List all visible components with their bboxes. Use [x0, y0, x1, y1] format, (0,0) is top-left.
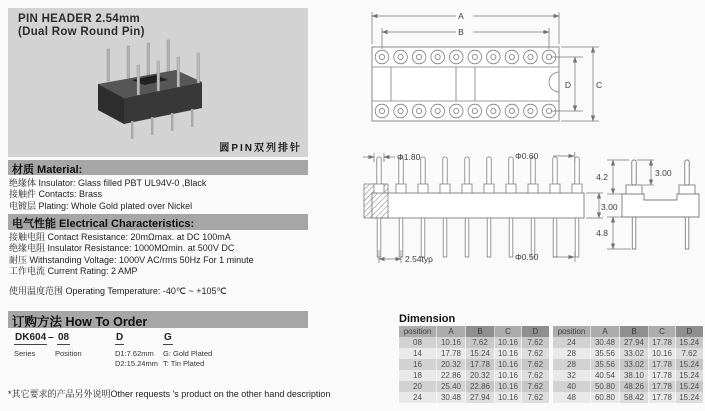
dimension-cell: 10.16: [495, 370, 522, 381]
electrical-lines: [9, 232, 339, 278]
dimension-col-header: A: [437, 326, 466, 337]
dimension-row: [399, 381, 549, 392]
order-section-header: 订购方法 How To Order: [8, 311, 308, 328]
bottom-pin: [421, 218, 425, 257]
pin-hole-inner: [379, 54, 384, 59]
dimension-cell: 7.62: [522, 337, 549, 348]
pin-collar: [528, 184, 538, 193]
dimension-cell: 22.86: [437, 370, 466, 381]
dimension-cell: 15.24: [676, 381, 703, 392]
dim-d-label: D: [564, 80, 571, 90]
dimension-cell: 33.02: [620, 348, 649, 359]
pitch-label: 2.54typ: [405, 254, 433, 264]
electrical-line: 绝缘电阻 Insulator Resistance: 1000MΩmin. at 500V DC: [9, 243, 235, 254]
dimension-cell: 15.24: [466, 348, 495, 359]
order-d-options: [115, 349, 158, 368]
side-view-drawing: [363, 151, 618, 264]
bottom-pin: [553, 218, 557, 257]
order-g-options: [163, 349, 212, 368]
material-line: 绝缘体 Insulator: Glass filled PBT UL94V-0 ,Black: [9, 178, 207, 188]
dimension-cell: 15.24: [676, 370, 703, 381]
bottom-pin: [509, 218, 513, 257]
dim-b: [382, 27, 549, 49]
top-pin: [531, 157, 535, 185]
order-series-code: DK604: [15, 332, 47, 343]
dimension-cell: 24: [399, 392, 437, 403]
top-pin: [487, 157, 491, 185]
dim-a-label: A: [458, 11, 464, 21]
dimension-cell: 17.78: [649, 392, 676, 403]
dimension-row: [553, 348, 703, 359]
top-pin: [421, 157, 425, 185]
dimension-cell: 17.78: [649, 370, 676, 381]
pin-collar: [506, 184, 516, 193]
dimension-row: [553, 359, 703, 370]
dimension-cell: 10.16: [495, 348, 522, 359]
electrical-section-header: 电气性能 Electrical Characteristics:: [8, 214, 308, 230]
order-g-option: T: Tin Plated: [163, 358, 205, 368]
dimension-col-header: D: [676, 326, 703, 337]
dimension-cell: 28: [553, 359, 591, 370]
order-d-option: D2:15.24mm: [115, 358, 158, 368]
pin-hole-inner: [398, 108, 403, 113]
pin-hole-inner: [454, 108, 459, 113]
dimension-cell: 38.10: [620, 370, 649, 381]
dimension-cell: 35.56: [591, 359, 620, 370]
pin-collar: [484, 184, 494, 193]
pin-hole-inner: [546, 108, 551, 113]
dimension-cell: 7.62: [522, 370, 549, 381]
dim-top-pin-dia: [515, 151, 575, 162]
material-line: 接触件 Contacts: Brass: [9, 189, 103, 200]
order-d-code: D: [116, 332, 124, 343]
dimension-cell: 10.16: [495, 381, 522, 392]
bottom-pin: [465, 218, 469, 257]
pin-hole-inner: [472, 54, 477, 59]
dimension-cell: 25.40: [437, 381, 466, 392]
collar-dia-label: Φ1.80: [397, 152, 421, 162]
dimension-col-header: B: [620, 326, 649, 337]
collar-height-label: 3.00: [655, 168, 672, 178]
dim-b-label: B: [458, 27, 464, 37]
dimension-col-header: position: [399, 326, 437, 337]
dimension-cell: 7.62: [522, 359, 549, 370]
pin-collar: [550, 184, 560, 193]
dim-bottom-pin-dia: [515, 252, 575, 262]
product-photo: [80, 36, 225, 156]
dimension-cell: 40: [553, 381, 591, 392]
socket-body: [98, 70, 202, 124]
order-series-label: Series: [14, 349, 36, 358]
dimension-cell: 27.94: [466, 392, 495, 403]
dimension-row: [399, 392, 549, 403]
pin-hole-inner: [528, 54, 533, 59]
dimension-col-header: D: [522, 326, 549, 337]
pin-hole-inner: [546, 54, 551, 59]
dimension-cell: 17.78: [649, 359, 676, 370]
top-pin: [553, 157, 557, 185]
dimension-cell: 17.78: [649, 381, 676, 392]
dim-c-label: C: [596, 80, 603, 90]
product-photo-panel: [8, 8, 308, 157]
dim-bottom-pin-length: [596, 217, 631, 249]
pin-hole-inner: [379, 108, 384, 113]
dimension-cell: 08: [399, 337, 437, 348]
pin-collar: [572, 184, 582, 193]
dimension-cell: 27.94: [620, 337, 649, 348]
order-g-option: G: Gold Plated: [163, 349, 213, 358]
dimension-header-row: [399, 326, 549, 337]
dim-collar-height: [637, 160, 672, 185]
operating-temperature: 使用温度范围 Operating Temperature: -40℃ ~ +105℃: [9, 286, 227, 296]
bottom-pin-length-label: 4.8: [596, 228, 608, 238]
bottom-pin-dia-label: Φ0.50: [515, 252, 539, 262]
pin-hole-inner: [398, 54, 403, 59]
material-lines: [9, 178, 339, 212]
pin-hole-inner: [528, 108, 533, 113]
dimension-cell: 48.26: [620, 381, 649, 392]
top-pin: [443, 157, 447, 185]
pin-collar: [374, 184, 384, 193]
dimension-col-header: A: [591, 326, 620, 337]
electrical-line: 接触电阻 Contact Resistance: 20mΩmax. at DC 100mA: [9, 232, 231, 242]
pin-hole-inner: [417, 54, 422, 59]
dimension-row: [399, 337, 549, 348]
pin-collar: [418, 184, 428, 193]
top-pin-length-label: 4.2: [596, 172, 608, 182]
dim-collar-dia: [363, 152, 421, 162]
pin-collar: [462, 184, 472, 193]
dimension-row: [399, 359, 549, 370]
dimension-cell: 60.80: [591, 392, 620, 403]
bottom-pin: [487, 218, 491, 257]
top-pin: [377, 157, 381, 185]
body-height-label: 3.00: [601, 202, 618, 212]
dimension-cell: 50.80: [591, 381, 620, 392]
top-view-drawing: [372, 11, 602, 121]
dimension-cell: 7.62: [676, 348, 703, 359]
dimension-cell: 10.16: [495, 392, 522, 403]
dimension-cell: 20: [399, 381, 437, 392]
dimension-cell: 7.62: [522, 381, 549, 392]
dimension-cell: 40.54: [591, 370, 620, 381]
dimension-cell: 15.24: [676, 392, 703, 403]
dimension-cell: 30.48: [437, 392, 466, 403]
dimension-cell: 15.24: [676, 337, 703, 348]
material-section-header: 材质 Material:: [8, 160, 308, 175]
order-g-code: G: [164, 332, 172, 343]
electrical-line: 工作电流 Current Rating: 2 AMP: [9, 266, 138, 277]
dimension-cell: 14: [399, 348, 437, 359]
top-pin: [575, 157, 579, 185]
title-line2: (Dual Row Round Pin): [18, 26, 145, 38]
dimension-col-header: position: [553, 326, 591, 337]
footnote: *其它要求的产品另外说明Other requests 's product on the other hand description: [8, 389, 331, 399]
dimension-cell: 17.78: [466, 359, 495, 370]
dimension-cell: 15.24: [676, 359, 703, 370]
dimension-table-left: [398, 326, 549, 403]
dimension-cell: 58.42: [620, 392, 649, 403]
dimension-cell: 20.32: [437, 359, 466, 370]
pin-hole-inner: [491, 54, 496, 59]
pin-collar: [396, 184, 406, 193]
top-pin: [465, 157, 469, 185]
dimension-row: [553, 370, 703, 381]
dimension-cell: 24: [553, 337, 591, 348]
dim-a: [372, 11, 559, 44]
photo-caption: 圆PIN双列排针: [219, 143, 302, 154]
bottom-pin: [443, 218, 447, 257]
order-d-option: D1:7.62mm: [115, 349, 154, 358]
dimension-row: [553, 381, 703, 392]
dimension-cell: 35.56: [591, 348, 620, 359]
pin-hole-inner: [435, 108, 440, 113]
dimension-cell: 7.62: [522, 392, 549, 403]
order-separator: –: [48, 332, 54, 343]
dimension-cell: 17.78: [437, 348, 466, 359]
pin-hole-inner: [509, 108, 514, 113]
dimension-row: [553, 337, 703, 348]
dimension-cell: 22.86: [466, 381, 495, 392]
dimension-header-row: [553, 326, 703, 337]
dim-top-pin-length: [596, 160, 629, 194]
dimension-cell: 10.16: [495, 337, 522, 348]
pin-hole-inner: [509, 54, 514, 59]
dimension-col-header: C: [495, 326, 522, 337]
technical-drawings: [357, 4, 705, 306]
bottom-pin: [575, 218, 579, 257]
dimension-cell: 7.62: [522, 348, 549, 359]
dimension-cell: 7.62: [466, 337, 495, 348]
pin-hole-inner: [417, 108, 422, 113]
dimension-cell: 32: [553, 370, 591, 381]
top-pin-dia-label: Φ0.60: [515, 151, 539, 161]
pin-hole-inner: [454, 54, 459, 59]
dimension-row: [399, 348, 549, 359]
order-position-code: 08: [58, 332, 70, 343]
dimension-cell: 48: [553, 392, 591, 403]
pin-hole-inner: [491, 108, 496, 113]
dimension-table-title: Dimension: [399, 313, 456, 325]
pin-collar: [440, 184, 450, 193]
dimension-col-header: C: [649, 326, 676, 337]
pin-hole-inner: [435, 54, 440, 59]
dim-body-height: [586, 193, 618, 218]
top-pin: [509, 157, 513, 185]
dimension-cell: 30.48: [591, 337, 620, 348]
dimension-table-right: [552, 326, 703, 403]
dimension-cell: 10.16: [495, 359, 522, 370]
order-position-label: Position: [55, 349, 82, 358]
dimension-row: [399, 370, 549, 381]
dimension-cell: 28: [553, 348, 591, 359]
dimension-cell: 33.02: [620, 359, 649, 370]
dimension-cell: 10.16: [437, 337, 466, 348]
pin-hole-inner: [472, 108, 477, 113]
dimension-cell: 17.78: [649, 337, 676, 348]
dimension-cell: 18: [399, 370, 437, 381]
dimension-cell: 20.32: [466, 370, 495, 381]
dimension-cell: 16: [399, 359, 437, 370]
material-line: 电镀层 Plating: Whole Gold plated over Nickel: [9, 200, 193, 211]
dimension-cell: 10.16: [649, 348, 676, 359]
electrical-line: 耐压 Withstanding Voltage: 1000V AC/rms 50Hz For 1 minute: [9, 254, 254, 265]
dimension-row: [553, 392, 703, 403]
title-line1: PIN HEADER 2.54mm: [18, 13, 141, 25]
dimension-col-header: B: [466, 326, 495, 337]
